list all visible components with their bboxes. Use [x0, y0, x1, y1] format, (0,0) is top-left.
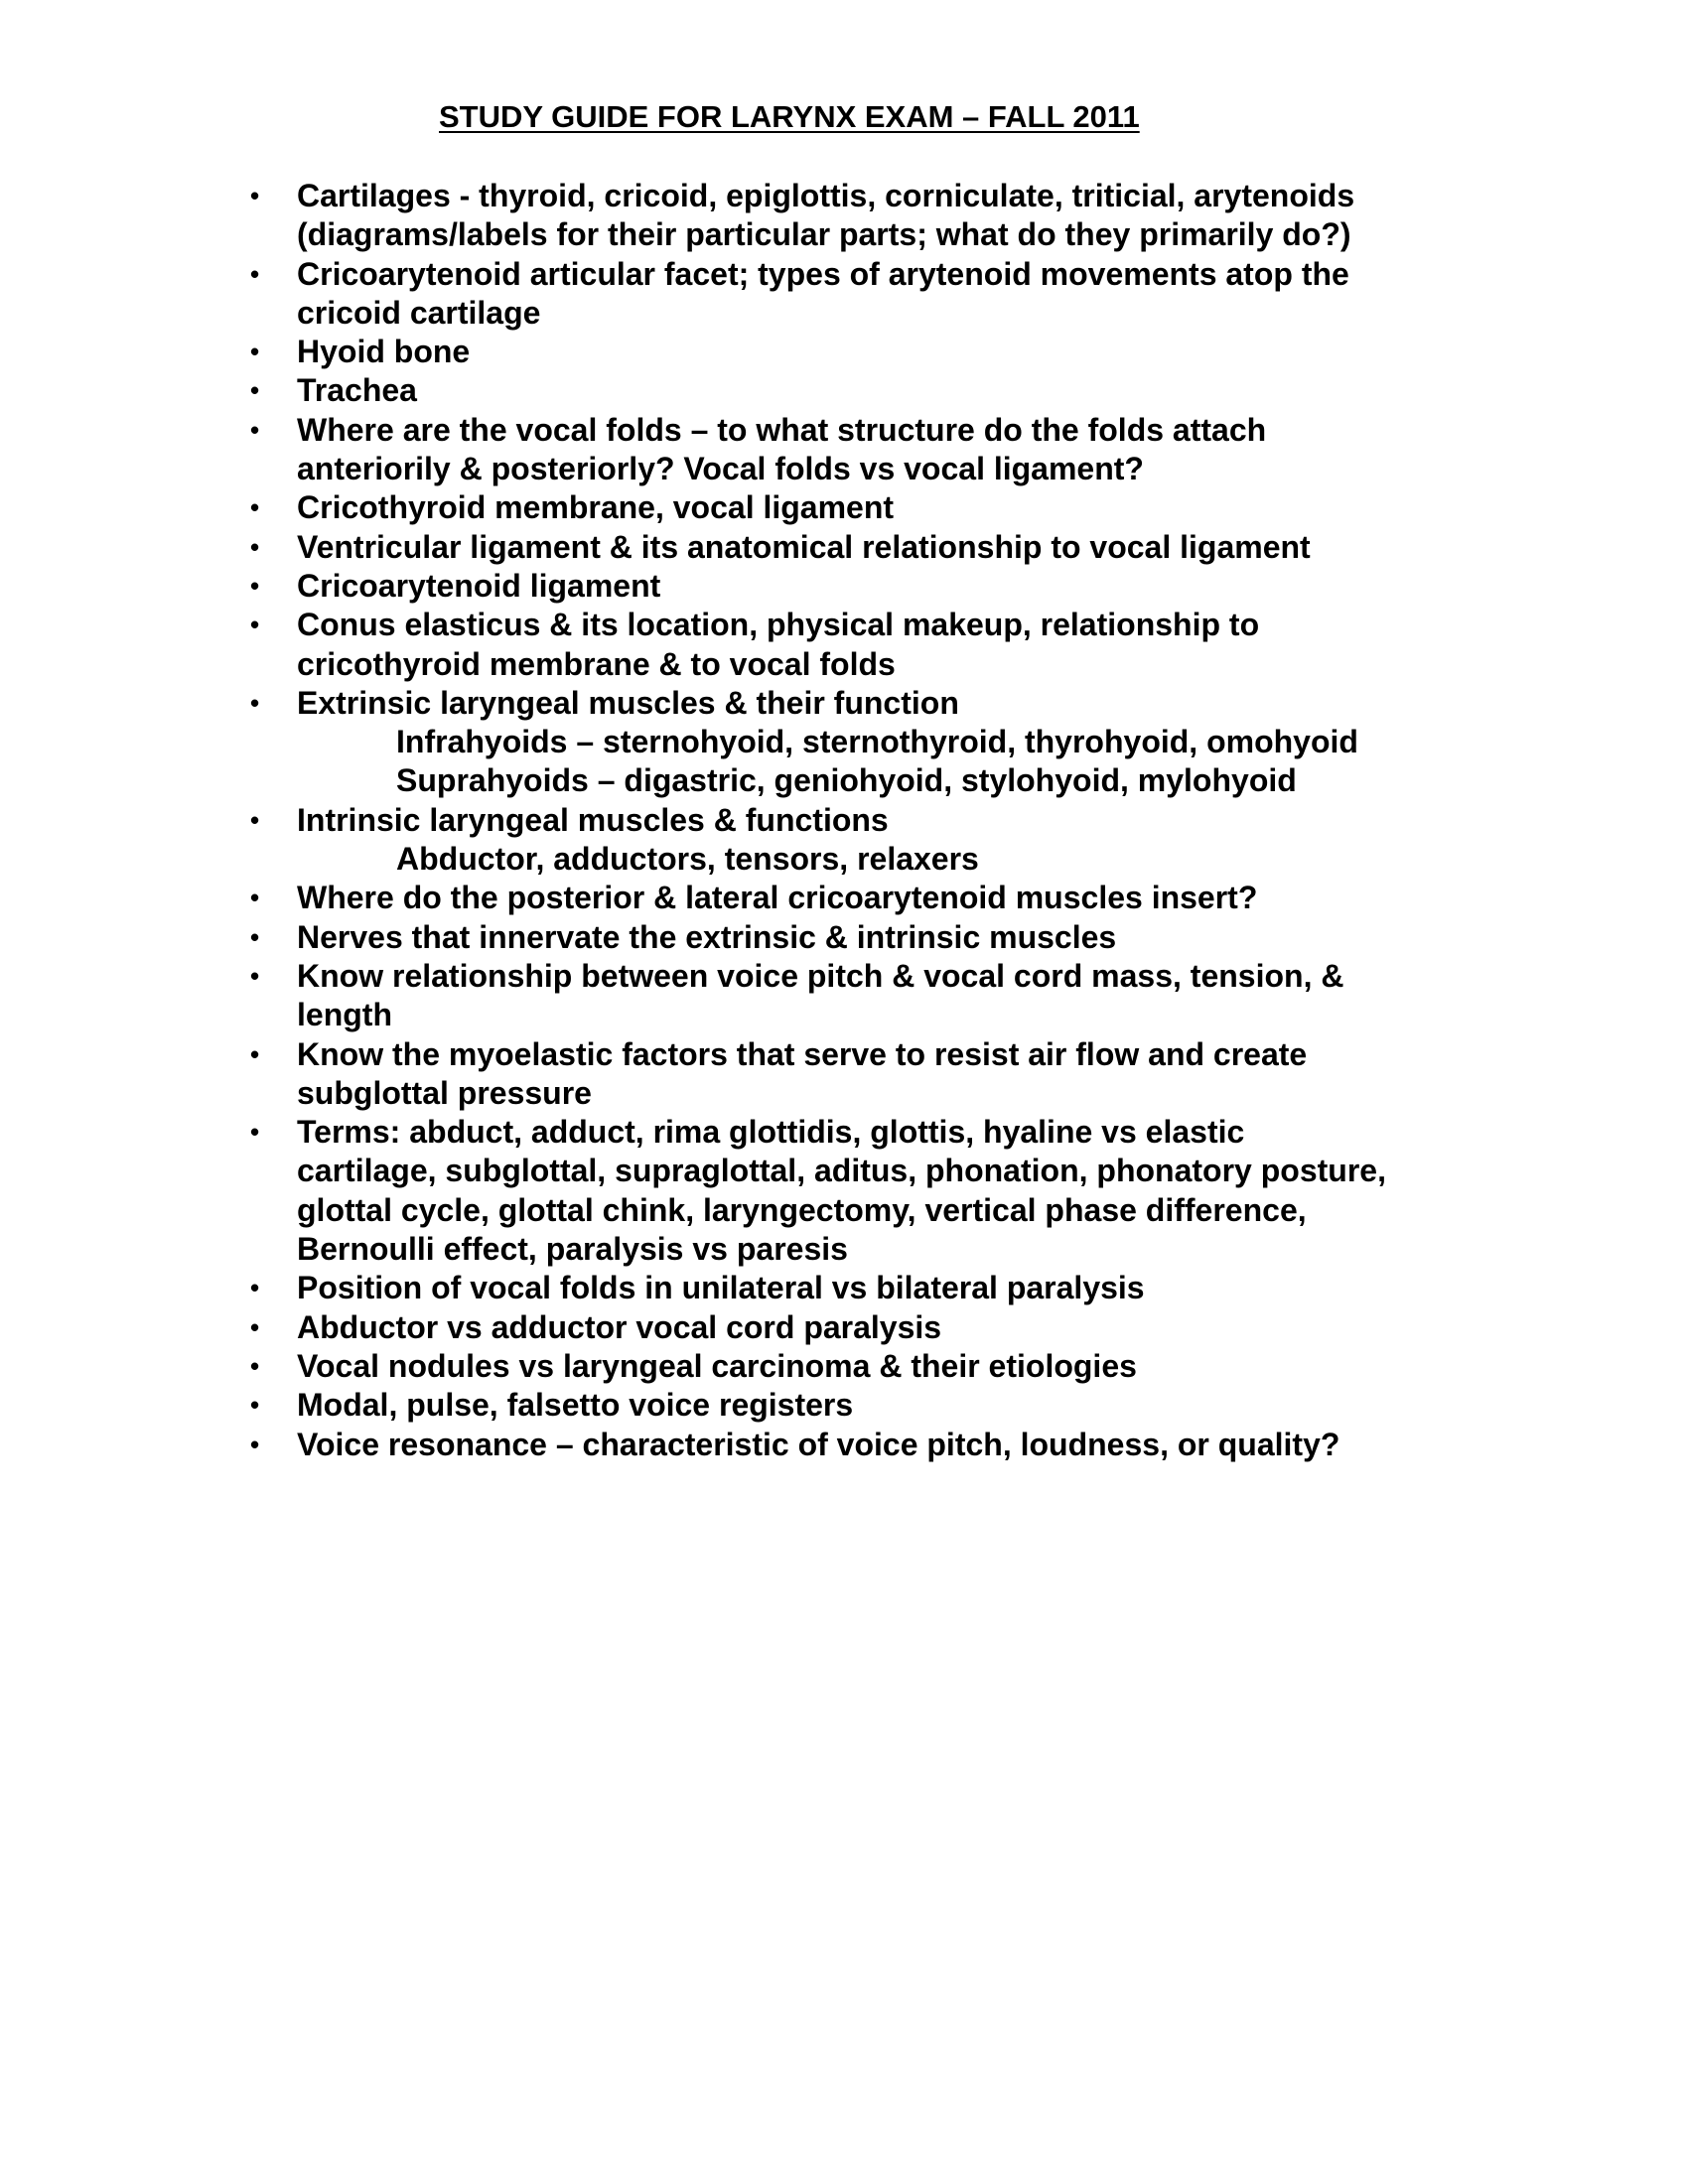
bullet-icon: • — [250, 960, 260, 991]
bullet-icon: • — [250, 1273, 260, 1303]
list-item — [0, 1113, 1688, 1269]
list-item-text: Cricothyroid membrane, vocal ligament — [297, 489, 895, 526]
list-item — [0, 801, 1688, 880]
list-item — [0, 371, 1688, 410]
bullet-icon: • — [250, 492, 260, 523]
bullet-icon: • — [250, 687, 260, 718]
list-item — [0, 1426, 1688, 1464]
bullet-icon: • — [250, 1117, 260, 1148]
list-item-text: subglottal pressure — [297, 1074, 592, 1111]
bullet-icon: • — [250, 1311, 260, 1342]
list-item — [0, 684, 1688, 801]
list-item — [0, 879, 1688, 917]
bullet-icon: • — [250, 181, 260, 210]
list-item-text: Conus elasticus & its location, physical makeup, relationship to — [297, 607, 1260, 643]
list-item-text: (diagrams/labels for their particular parts; what do they primarily do?) — [297, 216, 1351, 253]
bullet-icon: • — [250, 414, 260, 445]
list-item — [0, 255, 1688, 334]
bullet-icon: • — [250, 1390, 260, 1421]
list-item — [0, 957, 1688, 1035]
list-item-text: Modal, pulse, falsetto voice registers — [297, 1387, 854, 1424]
list-item — [0, 1347, 1688, 1386]
bullet-icon: • — [250, 804, 260, 835]
list-item-text: Cricoarytenoid articular facet; types of arytenoid movements atop the — [297, 255, 1349, 292]
list-item — [0, 567, 1688, 606]
list-item-text: Where do the posterior & lateral cricoarytenoid muscles insert? — [297, 880, 1258, 916]
sub-item-text: Suprahyoids – digastric, geniohyoid, stylohyoid, mylohyoid — [396, 762, 1297, 799]
list-item-text: Bernoulli effect, paralysis vs paresis — [297, 1231, 848, 1268]
page-title: STUDY GUIDE FOR LARYNX EXAM – FALL 2011 — [439, 99, 1140, 134]
list-item — [0, 488, 1688, 527]
list-item-text: Abductor vs adductor vocal cord paralysis — [297, 1308, 942, 1345]
list-item-text: Know relationship between voice pitch & vocal cord mass, tension, & — [297, 957, 1344, 994]
list-item-text: Where are the vocal folds – to what structure do the folds attach — [297, 411, 1267, 448]
bullet-icon: • — [250, 570, 260, 601]
list-item — [0, 177, 1688, 255]
list-item-text: cricothyroid membrane & to vocal folds — [297, 645, 896, 682]
list-item-text: Vocal nodules vs laryngeal carcinoma & their etiologies — [297, 1347, 1137, 1384]
list-item — [0, 1035, 1688, 1114]
sub-item-text: Abductor, adductors, tensors, relaxers — [396, 841, 979, 878]
bullet-icon: • — [250, 337, 260, 367]
list-item-text: Voice resonance – characteristic of voice pitch, loudness, or quality? — [297, 1426, 1340, 1462]
bullet-icon: • — [250, 883, 260, 913]
list-item — [0, 1269, 1688, 1307]
sub-item-text: Infrahyoids – sternohyoid, sternothyroid, thyrohyoid, omohyoid — [396, 724, 1358, 760]
list-item-text: Cricoarytenoid ligament — [297, 567, 661, 604]
list-item-text: length — [297, 997, 392, 1033]
list-item-text: Cartilages - thyroid, cricoid, epiglottis, corniculate, triticial, arytenoids — [297, 178, 1355, 213]
list-item — [0, 333, 1688, 371]
list-item-text: Terms: abduct, adduct, rima glottidis, glottis, hyaline vs elastic — [297, 1114, 1245, 1151]
bullet-icon: • — [250, 531, 260, 562]
bullet-icon: • — [250, 1350, 260, 1381]
list-item-text: Nerves that innervate the extrinsic & intrinsic muscles — [297, 918, 1117, 955]
bullet-icon: • — [250, 258, 260, 289]
list-item — [0, 528, 1688, 567]
list-item-text: Trachea — [297, 372, 417, 409]
study-guide-list — [0, 177, 1688, 1464]
list-item — [0, 606, 1688, 684]
list-item — [0, 1308, 1688, 1347]
list-item — [0, 411, 1688, 489]
list-item-text: Ventricular ligament & its anatomical relationship to vocal ligament — [297, 528, 1311, 565]
list-item-text: anteriorily & posteriorly? Vocal folds vs vocal ligament? — [297, 451, 1144, 487]
bullet-icon: • — [250, 921, 260, 952]
bullet-icon: • — [250, 1429, 260, 1459]
list-item-text: cricoid cartilage — [297, 294, 541, 331]
list-item — [0, 1386, 1688, 1425]
bullet-icon: • — [250, 1038, 260, 1069]
bullet-icon: • — [250, 610, 260, 640]
list-item-text: Extrinsic laryngeal muscles & their function — [297, 684, 959, 721]
bullet-icon: • — [250, 375, 260, 406]
list-item-text: Know the myoelastic factors that serve to resist air flow and create — [297, 1035, 1308, 1072]
list-item-text: glottal cycle, glottal chink, laryngectomy, vertical phase difference, — [297, 1191, 1307, 1228]
list-item-text: Intrinsic laryngeal muscles & functions — [297, 801, 889, 838]
list-item-text: cartilage, subglottal, supraglottal, aditus, phonation, phonatory posture, — [297, 1153, 1386, 1189]
list-item-text: Hyoid bone — [297, 334, 471, 370]
list-item-text: Position of vocal folds in unilateral vs bilateral paralysis — [297, 1270, 1145, 1306]
list-item — [0, 918, 1688, 957]
